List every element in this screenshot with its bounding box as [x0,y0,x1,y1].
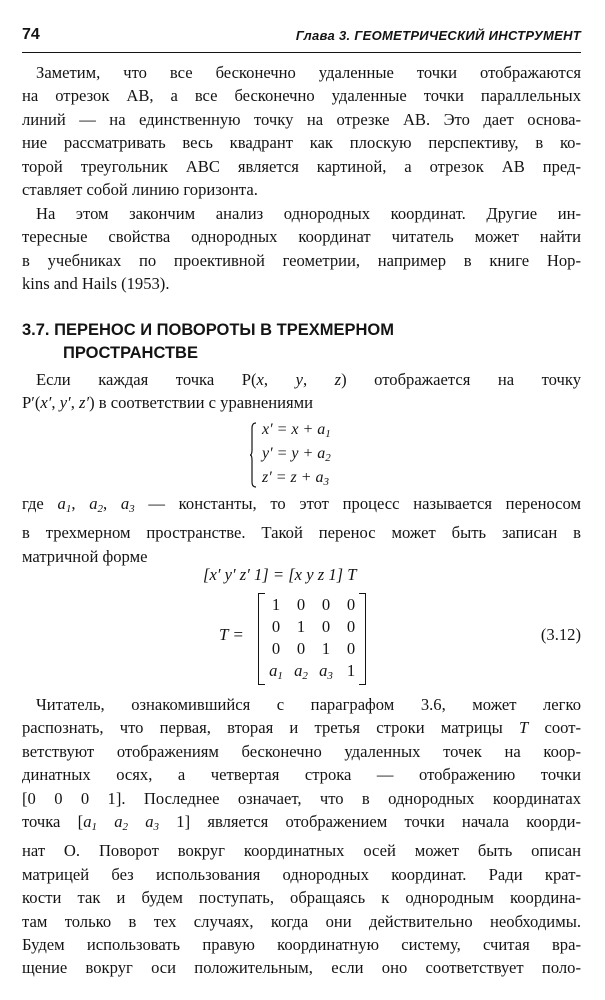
text-line: на отрезок AB, а все бесконечно удаленные точки параллельных [22,86,581,106]
equation-subscript: 3 [323,476,330,488]
const-a3: a [120,494,130,513]
text-run: ) отображается на точку [341,370,582,389]
matrix-cell: 0 [271,617,281,636]
text-line: в учебниках по проективной геометрии, например в книге Hop- [22,250,581,270]
text-run: , [302,370,335,389]
translation-equations [250,420,370,492]
const-a2: a [89,494,98,513]
text-run: , [70,393,79,413]
text-run: — константы, то этот процесс называется переносом [134,494,582,513]
text-line: щение вокруг оси положительным, если оно соответствует поло- [22,958,581,978]
text-line: в трехмерном пространстве. Такой перенос может быть записан в [22,523,581,543]
matrix-cell: 0 [296,639,306,658]
matrix-cell: 0 [346,595,356,614]
text-run: Если каждая точка P( [36,370,257,389]
section-heading-line1: 3.7. ПЕРЕНОС И ПОВОРОТЫ В ТРЕХМЕРНОМ [22,321,394,339]
equation-number: (3.12) [540,625,581,644]
text-line: торой треугольник ABC является картиной, а отрезок AB пред- [22,156,581,176]
text-run: ) в соответствии с уравнениями [89,393,313,413]
matrix-cell: 0 [346,617,356,636]
equation-text: y′ = y + a [262,445,326,462]
matrix-cell: 1 [271,595,281,614]
matrix-cell: $a_1$ [269,661,283,682]
page-header [22,26,581,50]
text-run: , [51,393,60,413]
translation-matrix [258,593,366,683]
matrix-cell: 0 [271,639,281,658]
matrix-cell: 0 [321,595,331,614]
equation-text: z′ = z + a [262,469,324,486]
section-heading-line2: ПРОСТРАНСТВЕ [63,344,198,362]
text-line: линий — на единственную точку на отрезке AB. Это дает основа- [22,109,581,129]
var-y: y [295,370,303,389]
text-line: там только в тех случаях, когда они действительно необходимы. [22,911,581,931]
equation-z [262,468,329,492]
text-line: На этом закончим анализ однородных координат. Другие ин- [36,204,581,223]
text-line: точка [$a_1$ $a_2$ $a_3$ 1] является отображением точки начала коорди- [22,812,581,834]
equation-lhs: [x′ y′ z′ 1] = [x y z 1] [203,565,348,584]
matrix-cell: 1 [321,639,331,658]
var-y-prime: y′ [59,393,71,413]
text-run: где [22,494,58,513]
text-line: [0 0 0 1]. Последнее означает, что в однородных координатах [22,788,581,808]
text-line: матричной форме [22,546,148,566]
const-a1: a [57,494,66,513]
text-line: ветствуют отображениям бесконечно удаленных точек на коор- [22,741,581,761]
text-line: Будем использовать правую координатную систему, считая вра- [22,935,581,955]
text-line: матрицей без использования однородных координат. Ради крат- [22,864,581,884]
matrix-T-symbol: T [347,565,357,584]
text-line: тересные свойства однородных координат читатель может найти [22,227,581,247]
var-z-prime: z′ [78,393,90,413]
header-rule [22,52,581,53]
equation-text: x′ = x + a [262,421,326,438]
matrix-cell: $a_2$ [294,661,308,682]
var-x: x [256,370,264,389]
text-line: нат O. Поворот вокруг координатных осей может быть описан [22,841,581,861]
text-line: динатных осях, а четвертая строка — отображению точки [22,765,581,785]
text-line: где $a_1$, $a_2$, $a_3$ — константы, то этот процесс называется переносом [22,494,582,515]
equation-subscript: 1 [325,428,331,440]
subscript: 2 [97,503,103,515]
matrix-cell: $a_3$ [319,661,333,682]
var-z: z [334,370,342,389]
matrix-cell: 0 [346,639,356,658]
text-line: кости так и будем поступать, обращаясь к однородным координа- [22,888,581,908]
subscript: 3 [129,503,135,515]
text-line: kins and Hails (1953). [22,274,170,294]
matrix-cell: 0 [321,617,331,636]
text-line: распознать, что первая, вторая и третья строки матрицы T соот- [22,718,581,738]
matrix-cell: 0 [296,595,306,614]
matrix-label: T = [219,625,244,644]
paragraph-matrix-interpretation [22,693,581,980]
matrix-product-equation [203,565,356,585]
text-line [22,391,581,414]
section-heading [22,319,582,365]
running-head: Глава 3. ГЕОМЕТРИЧЕСКИЙ ИНСТРУМЕНТ [295,28,581,43]
text-line: Читатель, ознакомившийся с параграфом 3.6, может легко [36,695,581,714]
text-line: ставляет собой линию горизонта. [22,180,258,200]
equation-subscript: 2 [325,452,331,464]
text-line: Заметим, что все бесконечно удаленные точки отображаются [36,63,581,82]
paragraph-homogeneous-end [22,202,581,296]
paragraph-translation-def [22,492,581,568]
paragraph-translation-intro [22,368,581,415]
page-number: 74 [22,26,40,43]
paragraph-horizon [22,61,581,201]
text-line: ние рассматривать весь квадрант как плоскую перспективу, в ко- [22,133,581,153]
text-run: P′( [22,393,41,413]
text-line [22,368,581,391]
var-x-prime: x′ [40,393,52,413]
matrix-cell: 1 [346,661,356,680]
left-brace [250,422,256,488]
equation-y [262,444,331,468]
matrix-cell: 1 [296,617,306,636]
subscript: 1 [65,503,72,515]
text-run: , [263,370,296,389]
equation-x [262,420,331,444]
